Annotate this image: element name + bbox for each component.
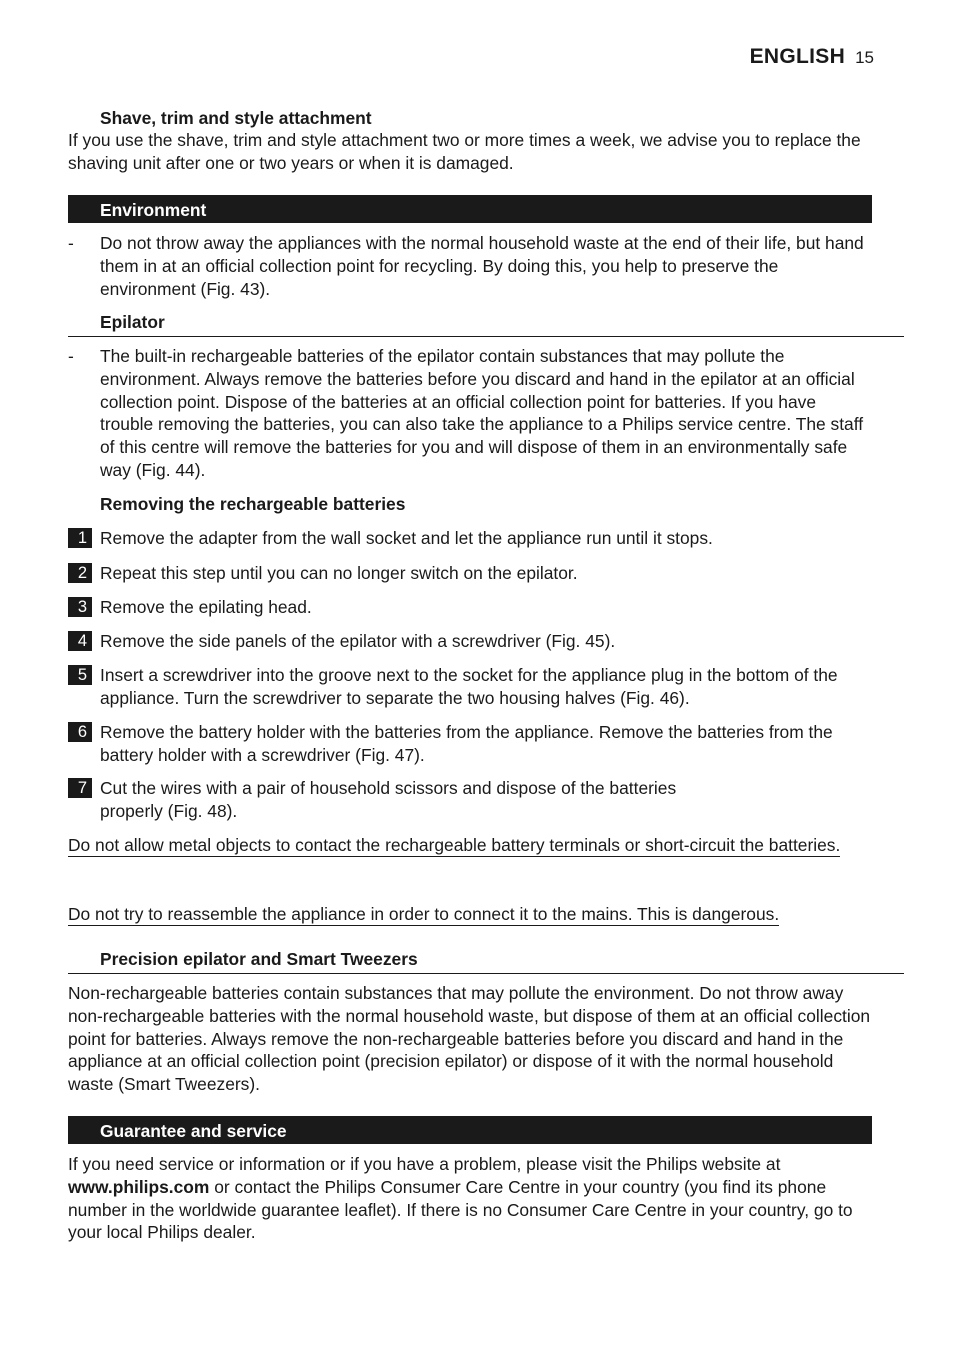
environment-bullet	[68, 232, 872, 300]
warning-text: Do not try to reassemble the appliance in order to connect it to the mains. This is dangerous.	[68, 904, 780, 924]
step-number: 5	[68, 665, 92, 685]
guarantee-text: If you need service or information or if you have a problem, please visit the Philips website at	[68, 1154, 781, 1174]
step-number: 7	[68, 778, 92, 798]
warning-text: Do not allow metal objects to contact the rechargeable battery terminals or short-circuit the batteries.	[68, 835, 841, 855]
step-2	[68, 562, 872, 585]
shave-body: If you use the shave, trim and style attachment two or more times a week, we advise you to replace the shaving unit after one or two years or when it is damaged.	[68, 130, 861, 173]
removing-heading: Removing the rechargeable batteries	[100, 494, 406, 514]
guarantee-text: or contact the Philips Consumer Care Centre in your country (you find its phone number in the worldwide guarantee leaflet). If there is no Consumer Care Centre in your country, go to your local Philips dealer.	[68, 1176, 853, 1243]
step-text: Remove the epilating head.	[100, 597, 312, 617]
warning-metal-objects	[68, 834, 858, 857]
page-header	[750, 46, 874, 70]
warning-reassemble	[68, 903, 872, 926]
environment-bullet-text: Do not throw away the appliances with the normal household waste at the end of their life, but hand them in at an official collection point for recycling. By doing this, you help to preserve the environment (Fig. 43).	[100, 233, 864, 299]
epilator-heading: Epilator	[68, 311, 904, 337]
step-text: Insert a screwdriver into the groove next to the socket for the appliance plug in the bottom of the appliance. Turn the screwdriver to separate the two housing halves (Fig. 46).	[100, 665, 838, 708]
step-text: Remove the adapter from the wall socket and let the appliance run until it stops.	[100, 528, 713, 548]
step-number: 3	[68, 597, 92, 617]
step-text: Cut the wires with a pair of household scissors and dispose of the batteries properly (Fig. 48).	[100, 778, 677, 821]
epilator-bullet-text: The built-in rechargeable batteries of the epilator contain substances that may pollute the environment. Always remove the batteries before you discard and hand in the epilator at an official collection point. Dispose of the batteries at an official collection point for batteries. If you have trouble removing the batteries, you can also take the appliance to a Philips service centre. The staff of this centre will remove the batteries for you and will dispose of them in an environmentally safe way (Fig. 44).	[100, 346, 864, 480]
bullet-dash: -	[68, 346, 74, 366]
environment-heading: Environment	[68, 195, 872, 223]
epilator-bullet	[68, 345, 872, 482]
step-number: 4	[68, 631, 92, 651]
guarantee-heading: Guarantee and service	[68, 1116, 872, 1144]
step-4	[68, 630, 872, 653]
step-7	[68, 777, 872, 823]
philips-website-link[interactable]: www.philips.com	[68, 1176, 210, 1197]
precision-heading: Precision epilator and Smart Tweezers	[68, 948, 904, 974]
step-number: 2	[68, 563, 92, 583]
step-1	[68, 527, 872, 550]
precision-body: Non-rechargeable batteries contain substances that may pollute the environment. Do not throw away non-rechargeable batteries with the normal household waste, but dispose of them at an official collection point for batteries. Always remove the non-rechargeable batteries before you discard and hand in the appliance at an official collection point (precision epilator) or dispose of it with the normal household waste (Smart Tweezers).	[68, 983, 871, 1095]
shave-heading: Shave, trim and style attachment	[100, 108, 372, 128]
step-text: Remove the battery holder with the batteries from the appliance. Remove the batteries from the battery holder with a screwdriver (Fig. 47).	[100, 722, 833, 765]
bullet-dash: -	[68, 233, 74, 253]
page-number: 15	[855, 48, 874, 67]
language-label: ENGLISH	[749, 45, 846, 68]
step-text: Remove the side panels of the epilator with a screwdriver (Fig. 45).	[100, 631, 616, 651]
step-number: 6	[68, 722, 92, 742]
step-text: Repeat this step until you can no longer switch on the epilator.	[100, 563, 578, 583]
guarantee-body	[68, 1153, 872, 1244]
step-6	[68, 721, 872, 767]
step-5	[68, 664, 872, 710]
step-number: 1	[68, 528, 92, 548]
step-3	[68, 596, 872, 619]
